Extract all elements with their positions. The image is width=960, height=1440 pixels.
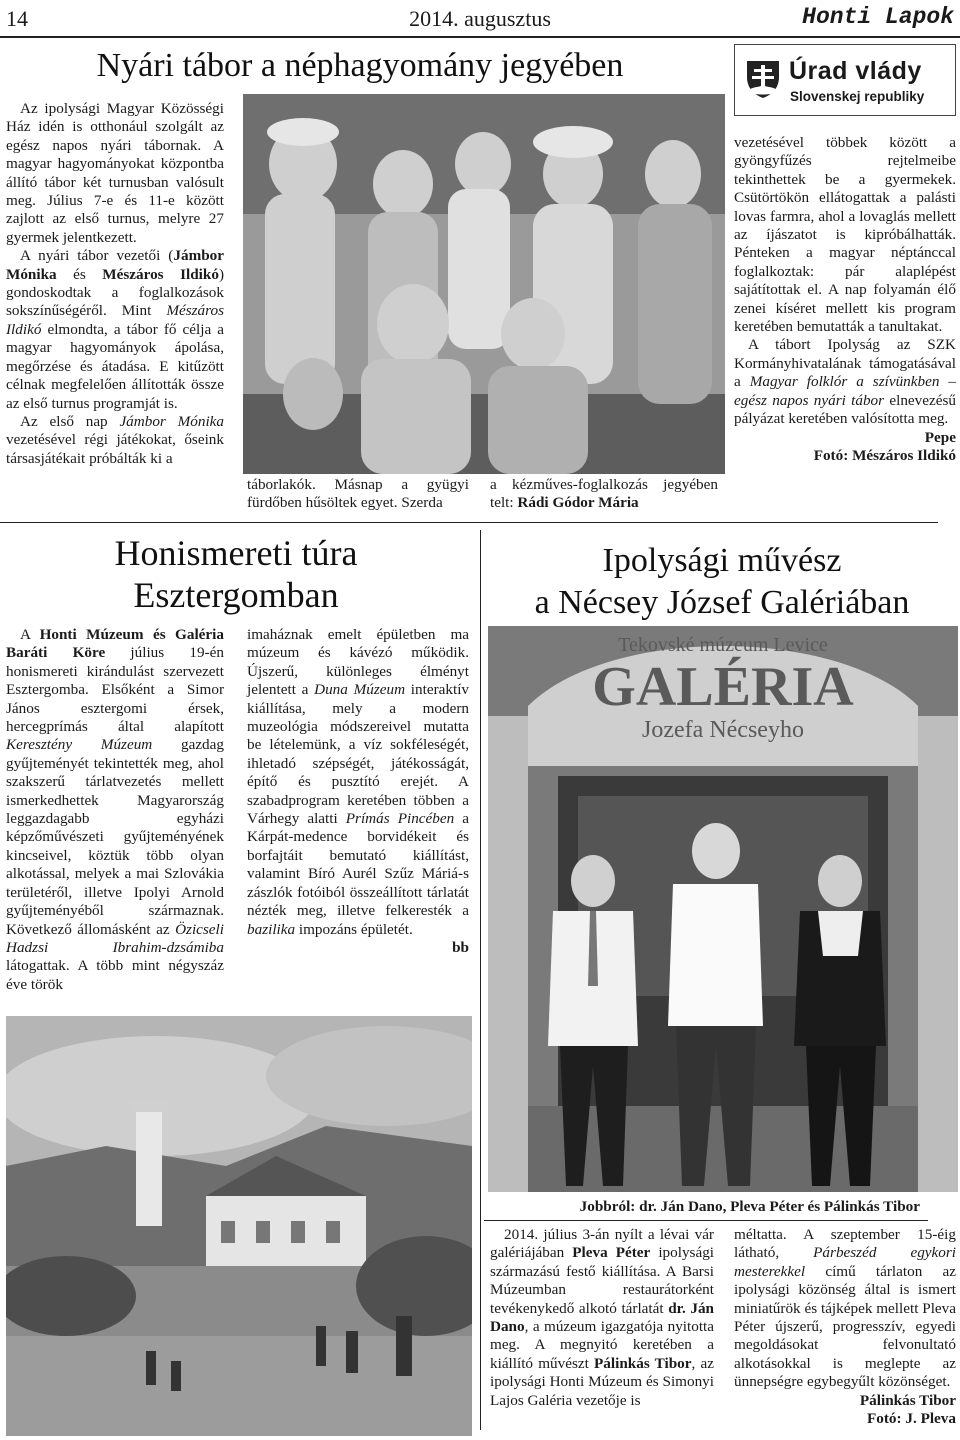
article1-paragraph: táborlakók. Másnap a gyügyi fürdőben hűsöltek egyet. Szerda: [247, 476, 469, 512]
article3-photo-credit: Fotó: J. Pleva: [867, 1410, 956, 1428]
article2-column2: [247, 626, 469, 957]
caption-rule: [484, 1220, 928, 1221]
page-number: 14: [6, 6, 28, 31]
header-rule: [0, 36, 960, 38]
article3-author: Pálinkás Tibor: [859, 1391, 956, 1409]
article3-title-line2: a Nécsey József Galériában: [534, 584, 910, 621]
article2-author: bb: [452, 938, 469, 956]
gallery-opening-photo: [488, 626, 958, 1192]
article1-paragraph: A nyári tábor vezetői (Jámbor Mónika és Mészáros Ildikó) gondoskodtak a foglalkozások sokszínűségéről. Mint Mészáros Ildikó elmondta, a tábor fő célja a magyar hagyományok ápolása, megőrzése és átadása. E kitűzött célnak megfelelően állították össze az első turnus programját is.: [6, 247, 224, 412]
article2-paragraph: A Honti Múzeum és Galéria Baráti Köre július 19-én honismereti kirándulást szervezett Esztergomba. Elsőként a Simor János esztergomi érsek, hercegprímás által alapított Keresztény Múzeum gazdag gyűjteményét tekintették meg, ahol szakszerű tárlatvezetés mellett ismerkedhettek Magyarország leggazdagabb egyházi képzőművészeti gyűjteményének kincseivel, köztük több olyan alkotással, melyek a mai Szlovákia területéről, illetve Ipolyi Arnold gyűjteményéből származnak. Következő állomásként az Özicseli Hadzsi Ibrahim-dzsámiba látogattak. A több mint négyszáz éve török: [6, 626, 224, 993]
article1-title: Nyári tábor a néphagyomány jegyében: [96, 47, 624, 84]
issue-date: 2014. augusztus: [409, 6, 551, 31]
article1-column1: [6, 100, 224, 468]
article1-paragraph: a kézműves-foglalkozás jegyében telt: Rádi Gódor Mária: [490, 476, 718, 512]
esztergom-castle-photo: [6, 1016, 472, 1436]
three-men-figures: [488, 626, 958, 1192]
article2-title-line2: Esztergomban: [133, 575, 339, 615]
article1-bottom-rule: [0, 522, 938, 523]
logo-line2: Slovenskej republiky: [790, 89, 925, 104]
article2-paragraph: imaháznak emelt épületben ma múzeum és kávézó működik. Újszerű, különleges élményt jelentett a Duna Múzeum interaktív kiállítása, mely a modern muzeológia módszereivel mutatta be lételemünk, a víz sokféleségét, ihletadó szépségét, játékosságát, építő és pusztító erejét. A szabadprogram keretében többen a Várhegy alatti Prímás Pincében a Kárpát-medence borvidékeit és borfajtáit bemutató kiállítást, valamint Bíró Aurél Szűz Máriá-s zászlók fotóiból összeállított tárlatát nézték meg, illetve felkeresték a bazilika impozáns épületét.: [247, 626, 470, 938]
article1-author: Pepe: [924, 428, 956, 446]
article3-column2: [734, 1226, 956, 1428]
article1-column4: [734, 134, 956, 465]
logo-line1: Úrad vlády: [789, 57, 922, 85]
article1-paragraph: A tábort Ipolyság az SZK Kormányhivatalának támogatásával a Magyar folklór a szívünkben – egész napos nyári tábor elnevezésű pályázat keretében valósította meg.: [734, 336, 956, 428]
article3-column1: [490, 1226, 714, 1410]
article3-title-line1: Ipolysági művész: [602, 542, 842, 579]
masthead: Honti Lapok: [802, 4, 954, 30]
article1-paragraph: Az ipolysági Magyar Közösségi Ház idén is otthonául szolgált az egész napos nyári tábornak. A magyar hagyományokat központba állító tábor két turnusban valósult meg. Július 7-e és 11-e között zajlott az első turnus, melyre 27 gyermek jelentkezett.: [6, 100, 224, 246]
article1-paragraph: vezetésével többek között a gyöngyfűzés rejtelmeibe tekinthettek be a gyermekek. Csütörtökön ellátogattak a palásti lovas farmra, ahol a lovaglás mellett az íjászatot is kipróbálhatták. Pénteken a magyar néptánccal foglalkoztak: pár alaplépést sajátítottak el. A nap folyamán élő zenei kíséret mellett kis program keretében bemutatták a tanultakat.: [734, 134, 956, 336]
column-divider: [480, 530, 481, 1430]
article2-title: [0, 532, 472, 616]
article2-title-line1: Honismereti túra: [114, 533, 358, 573]
coat-of-arms-icon: [745, 59, 781, 99]
government-logo: [734, 44, 956, 116]
gallery-sign-line2: GALÉRIA: [592, 656, 854, 718]
article3-title: [484, 540, 960, 624]
children-camp-photo: [243, 94, 725, 474]
article1-photo-credit: Fotó: Mészáros Ildikó: [813, 446, 956, 464]
article1-column2: [247, 476, 469, 513]
article2-column1: [6, 626, 224, 994]
article3-paragraph: 2014. július 3-án nyílt a lévai vár galériájában Pleva Péter ipolysági származású festő kiállítása. A Barsi Múzeumban restaurátorként tevékenykedő alkotó tárlatát dr. Ján Dano, a múzeum igazgatója nyitotta meg. A megnyitó keretében a kiállító művészt Pálinkás Tibor, az ipolysági Honti Múzeum és Simonyi Lajos Galéria vezetője is: [490, 1226, 715, 1409]
article1-paragraph: Az első nap Jámbor Mónika vezetésével régi játékokat, őseink társasjátékait próbálták ki a: [6, 412, 225, 467]
gallery-photo-caption: Jobbról: dr. Ján Dano, Pleva Péter és Pálinkás Tibor: [579, 1198, 920, 1215]
article3-paragraph: méltatta. A szeptember 15-éig látható, Párbeszéd egykori mesterekkel című tárlaton az ipolysági közönség által is ismert miniatűrök és tájképek mellett Pleva Péter újszerű, progresszív, egyedi megoldásokat felvonultató alkotásokkal is meglepte az ünnepségre egybegyűlt közönséget.: [734, 1226, 956, 1391]
gallery-sign-line3: Jozefa Nécseyho: [642, 717, 804, 743]
gallery-sign-line1: Tekovské múzeum Levice: [618, 634, 828, 656]
article1-column3: [490, 476, 718, 513]
